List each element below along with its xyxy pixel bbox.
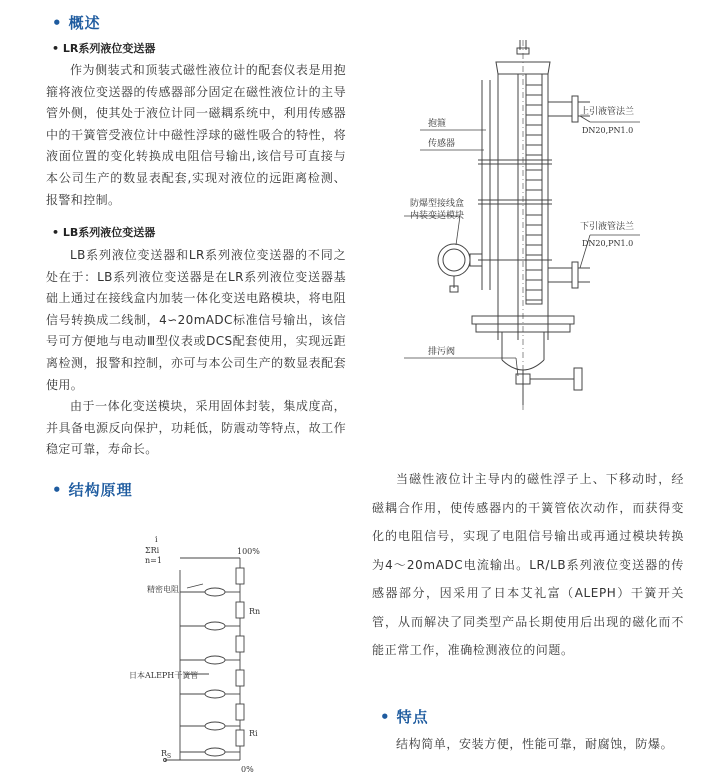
structure-heading: • 结构原理 (52, 481, 133, 499)
label-sensor: 传感器 (428, 139, 456, 149)
lb-paragraph: LB系列液位变送器和LR系列液位变送器的不同之处在于：LB系列液位变送器是在LR系列液位变送器基础上通过在接线盒内加装一体化变送电路模块，将电阻信号转换成二线制，4∽20mADC标准信号输出，该信号可方便地与电动Ⅲ型仪表或DCS配套使用，实现远距离检测，报警和控制，亦可与本公司生产的数显表配套使用。 由于一体化变送模块，采用固体封装，集成度高，并具备电源反向保护，功耗低，防震动等特点，故工作稳定可靠，寿命长。 (46, 248, 346, 457)
bullet-icon: • (52, 226, 63, 239)
label-drain-valve: 排污阀 (428, 347, 456, 357)
label-lower-flange: 下引液管法兰 (580, 222, 635, 232)
formula-sum: ΣRi (145, 546, 160, 555)
lb-subheading: • LB系列液位变送器 (52, 226, 156, 239)
label-junction-box: 防爆型接线盒 (410, 199, 465, 209)
label-aleph-reed: 日本ALEPH干簧管 (129, 671, 199, 680)
label-rs: $R_S$ (161, 749, 172, 760)
label-upper-flange: 上引液管法兰 (580, 107, 635, 117)
label-upper-spec: DN20,PN1.0 (582, 126, 634, 135)
bullet-icon: • (380, 708, 391, 726)
level-transmitter-drawing (390, 40, 690, 415)
label-clamp: 抱箍 (428, 119, 447, 129)
label-module: 内装变送模块 (410, 211, 465, 221)
formula-top: i (155, 535, 158, 544)
bullet-icon: • (52, 14, 63, 32)
label-ri: Ri (249, 729, 258, 738)
features-heading: • 特点 (380, 708, 429, 726)
bullet-icon: • (52, 42, 63, 55)
reed-switch-circuit-diagram (125, 530, 275, 775)
principle-paragraph: 当磁性液位计主导内的磁性浮子上、下移动时，经磁耦合作用，使传感器内的干簧管依次动作，而获得变化的电阻信号，实现了电阻信号输出或再通过模块转换为4～20mADC电流输出。LR/LB系列液位变送器的传感器部分，因采用了日本艾礼富（ALEPH）干簧开关管，从而解决了同类型产品长期使用后出现的磁化而不能正常工作，准确检测液位的问题。 (372, 472, 684, 657)
lr-paragraph: 作为侧装式和顶装式磁性液位计的配套仪表是用抱箍将液位变送器的传感器部分固定在磁性液位计的主导管外侧，使其处于液位计同一磁耦系统中，利用传感器中的干簧管受液位计中磁性浮球的磁性吸合的特性，将液面位置的变化转换成电阻信号输出,该信号可直接与本公司生产的数显表配套,实现对液位的远距离检测、报警和控制。 (46, 63, 346, 207)
label-lower-spec: DN20,PN1.0 (582, 239, 634, 248)
label-100-percent: 100% (237, 547, 260, 556)
label-rn: Rn (249, 607, 261, 616)
label-0-percent: 0% (241, 765, 254, 774)
formula-bottom: n=1 (145, 556, 162, 565)
features-paragraph: 结构简单，安装方便，性能可靠，耐腐蚀，防爆。 (396, 737, 674, 751)
lr-subheading: • LR系列液位变送器 (52, 42, 156, 55)
overview-heading: • 概述 (52, 14, 101, 32)
bullet-icon: • (52, 481, 63, 499)
label-precision-resistor: 精密电阻 (147, 585, 179, 594)
